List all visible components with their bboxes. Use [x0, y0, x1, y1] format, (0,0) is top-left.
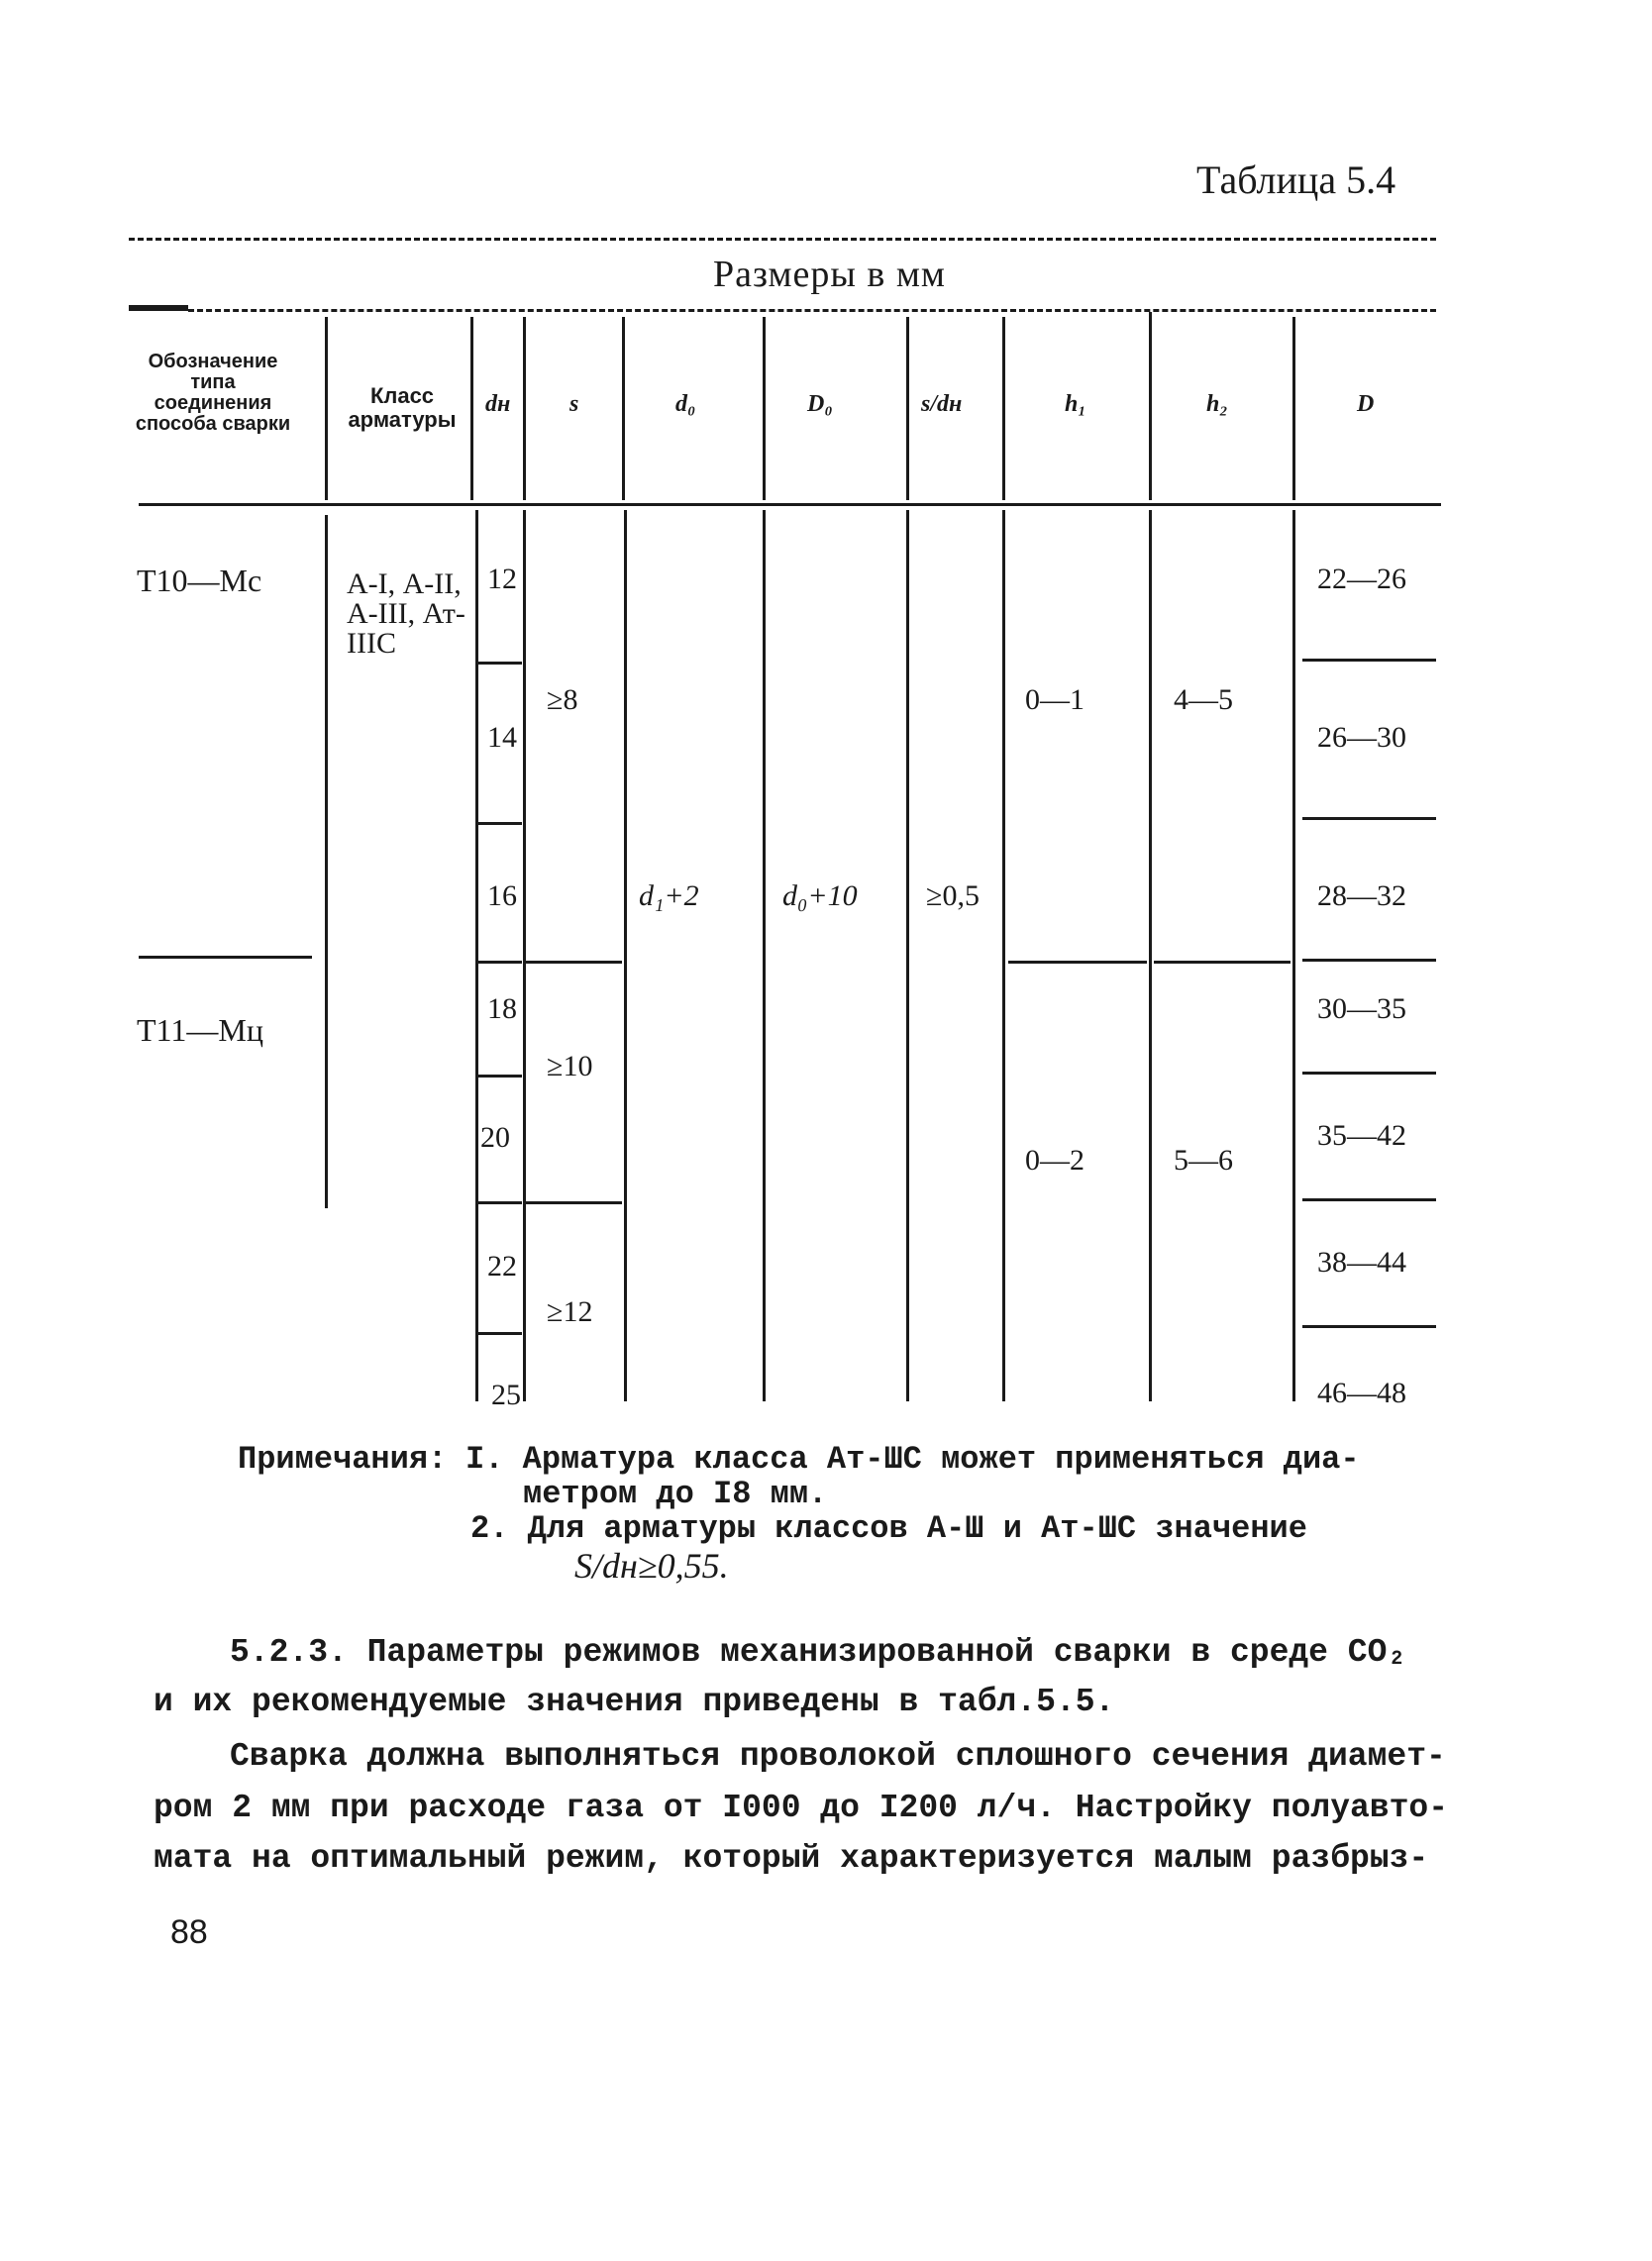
joint-type-cell: Т11—Мц — [137, 1012, 263, 1048]
row-divider — [1302, 1198, 1436, 1201]
row-divider — [1302, 659, 1436, 662]
row-divider — [1008, 961, 1147, 964]
row-divider — [477, 1075, 522, 1078]
header-D: D — [1357, 391, 1375, 417]
column-divider — [1149, 510, 1152, 1401]
dn-cell: 18 — [487, 992, 517, 1025]
D-cell: 22—26 — [1317, 563, 1406, 595]
header-rebar-class: Класс арматуры — [348, 383, 457, 432]
row-divider — [1302, 817, 1436, 820]
header-bottom-rule — [139, 503, 1441, 506]
dn-cell: 12 — [487, 563, 517, 595]
s-cell: ≥8 — [547, 683, 578, 716]
row-divider — [1302, 1325, 1436, 1328]
note-text: метром до I8 мм. — [523, 1476, 828, 1512]
h1-cell: 0—1 — [1025, 683, 1084, 716]
column-divider — [523, 510, 526, 1401]
row-divider — [525, 961, 622, 964]
D-cell: 38—44 — [1317, 1246, 1406, 1279]
paragraph-line: мата на оптимальный режим, который характеризуется малым разбрыз- — [154, 1840, 1429, 1877]
D-cell: 35—42 — [1317, 1119, 1406, 1152]
row-divider — [477, 961, 522, 964]
column-divider — [906, 317, 909, 500]
page-number: 88 — [170, 1913, 208, 1951]
header-s: s — [569, 391, 579, 417]
row-divider — [139, 956, 312, 959]
column-divider — [475, 510, 478, 1401]
dn-cell: 20 — [480, 1121, 510, 1154]
column-divider — [906, 510, 909, 1401]
column-divider — [624, 510, 627, 1401]
column-divider — [763, 510, 766, 1401]
column-divider — [1292, 317, 1295, 500]
row-divider — [1154, 961, 1291, 964]
s-cell: ≥12 — [547, 1295, 593, 1328]
column-divider — [763, 317, 766, 500]
column-divider — [325, 317, 328, 500]
h2-cell: 4—5 — [1174, 683, 1233, 716]
note-formula: S/dн≥0,55. — [574, 1546, 729, 1586]
header-dn: dн — [485, 391, 511, 417]
dn-cell: 22 — [487, 1250, 517, 1283]
row-divider — [477, 1332, 522, 1335]
rebar-class-cell: А-I, А-II, А-III, Ат-IIIС — [347, 567, 465, 660]
note-text: I. Арматура класса Ат-ШС может применяться диа- — [465, 1441, 1360, 1478]
column-divider — [1002, 317, 1005, 500]
dn-cell: 14 — [487, 721, 517, 754]
column-divider — [1292, 510, 1295, 1401]
header-sub-rule — [188, 309, 1436, 312]
row-divider — [477, 1201, 522, 1204]
paragraph-line: ром 2 мм при расходе газа от I000 до I200 л/ч. Настройку полуавто- — [154, 1790, 1449, 1826]
h1-cell: 0—2 — [1025, 1144, 1084, 1177]
row-divider — [477, 822, 522, 825]
paragraph-line: 5.2.3. Параметры режимов механизированной сварки в среде СО₂ — [230, 1634, 1407, 1671]
dn-cell: 25 — [491, 1379, 521, 1411]
d0-cell: d₁+2 — [639, 879, 699, 912]
note-text: 2. Для арматуры классов А-Ш и Ат-ШС значение — [470, 1510, 1307, 1547]
D0-cell: d₀+10 — [782, 879, 858, 912]
header-sub-rule-left — [129, 305, 188, 311]
row-divider — [525, 1201, 622, 1204]
header-joint-type: Обозначение типа соединения способа сварки — [135, 351, 291, 435]
notes-label: Примечания: — [238, 1441, 448, 1478]
sizes-header: Размеры в мм — [713, 254, 946, 295]
row-divider — [1302, 959, 1436, 962]
paragraph-line: Сварка должна выполняться проволокой сплошного сечения диамет- — [230, 1738, 1446, 1775]
row-divider — [1302, 1072, 1436, 1075]
s-dn-cell: ≥0,5 — [926, 879, 980, 912]
column-divider — [622, 317, 625, 500]
column-divider — [1149, 312, 1152, 500]
paragraph-line: и их рекомендуемые значения приведены в табл.5.5. — [154, 1684, 1115, 1720]
column-divider — [325, 515, 328, 1208]
header-h1: h₁ — [1065, 391, 1086, 417]
header-D0: D₀ — [807, 391, 833, 417]
D-cell: 28—32 — [1317, 879, 1406, 912]
joint-type-cell: Т10—Мс — [137, 563, 262, 598]
dn-cell: 16 — [487, 879, 517, 912]
column-divider — [523, 317, 526, 500]
column-divider — [1002, 510, 1005, 1401]
D-cell: 30—35 — [1317, 992, 1406, 1025]
s-cell: ≥10 — [547, 1050, 593, 1082]
D-cell: 46—48 — [1317, 1377, 1406, 1409]
h2-cell: 5—6 — [1174, 1144, 1233, 1177]
header-h2: h₂ — [1206, 391, 1228, 417]
table-caption: Таблица 5.4 — [1196, 157, 1396, 202]
header-d0: d₀ — [675, 391, 696, 417]
row-divider — [477, 662, 522, 665]
D-cell: 26—30 — [1317, 721, 1406, 754]
header-s-dn: s/dн — [921, 391, 963, 417]
table-top-rule — [129, 238, 1436, 241]
